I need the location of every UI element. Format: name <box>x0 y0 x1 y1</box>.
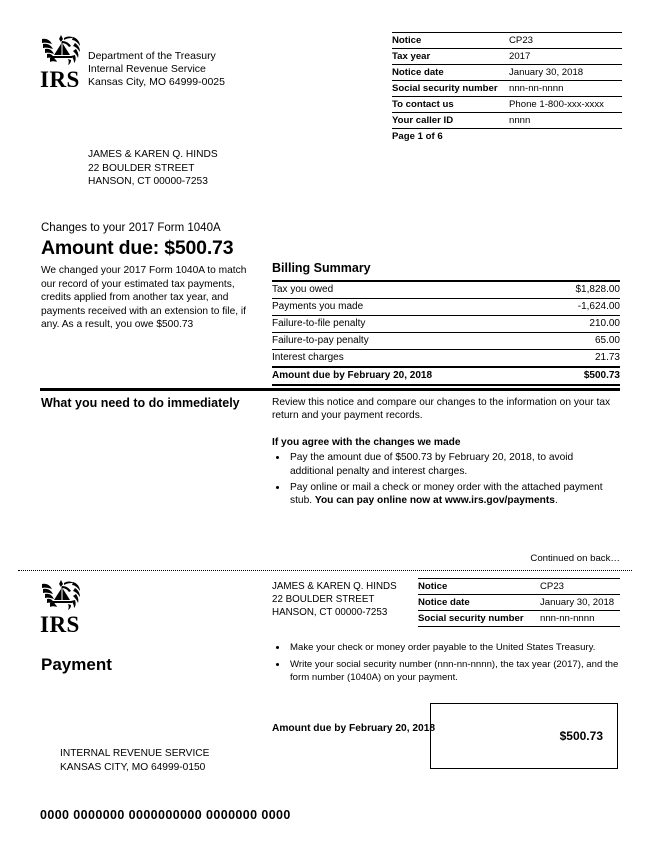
caller-id-value: nnnn <box>509 113 622 129</box>
stub-amount-due-box <box>430 703 618 769</box>
irs-mailing-address <box>60 747 209 774</box>
todo-intro: Review this notice and compare our changes to the information on your tax return and your payment records. <box>272 397 611 422</box>
page-indicator-spacer <box>509 129 622 145</box>
continued-on-back-note: Continued on back… <box>530 553 620 564</box>
table-row <box>272 350 620 368</box>
irs-wordmark: IRS <box>40 67 80 92</box>
contact-value: Phone 1-800-xxx-xxxx <box>509 97 622 113</box>
tear-off-divider <box>18 570 632 571</box>
billing-total-amount: $500.73 <box>544 367 620 385</box>
table-row <box>392 81 622 97</box>
stub-instruction-list <box>272 641 633 688</box>
billing-label: Tax you owed <box>272 281 544 299</box>
bullet-tail-text: . <box>554 495 558 507</box>
list-item: • Make your check or money order payable to the United States Treasury. <box>288 641 633 654</box>
irs-eagle-seal-icon <box>40 33 84 67</box>
list-item: • Pay the amount due of $500.73 by February 20, 2018, to avoid additional penalty and interest charges. <box>288 451 617 478</box>
ocr-scan-line: 0000 0000000 0000000000 0000000 0000 <box>40 808 291 822</box>
taxpayer-name: JAMES & KAREN Q. HINDS <box>88 149 218 160</box>
agency-line-department: Department of the Treasury <box>88 50 216 62</box>
agency-line-service: Internal Revenue Service <box>88 63 206 76</box>
table-row <box>272 299 620 316</box>
caller-id-label: Your caller ID <box>392 113 509 129</box>
section-divider <box>40 388 620 391</box>
table-row-total <box>272 367 620 385</box>
notice-label: Notice <box>392 33 509 49</box>
billing-amount: -1,624.00 <box>544 299 620 316</box>
table-row <box>392 49 622 65</box>
irs-logo-stub <box>40 578 88 636</box>
agency-line-city: Kansas City, MO 64999-0025 <box>88 76 225 89</box>
billing-amount: 65.00 <box>544 333 620 350</box>
list-item: • Write your social security number (nnn-nn-nnnn), the tax year (2017), and the form number (1040A) on your payment. <box>288 658 633 684</box>
payment-stub-heading: Payment <box>41 655 112 674</box>
notice-date-label: Notice date <box>392 65 509 81</box>
page-indicator: Page 1 of 6 <box>392 130 443 142</box>
billing-label: Failure-to-file penalty <box>272 316 544 333</box>
billing-summary-table <box>272 280 620 386</box>
taxpayer-street: 22 BOULDER STREET <box>88 162 195 174</box>
notice-date-value: January 30, 2018 <box>509 65 622 81</box>
stub-taxpayer-street: 22 BOULDER STREET <box>272 594 375 605</box>
stub-notice-label: Notice <box>418 579 540 595</box>
stub-taxpayer-address <box>272 580 397 619</box>
billing-label: Interest charges <box>272 350 544 368</box>
list-item <box>288 481 617 508</box>
table-row <box>418 579 620 595</box>
stub-ssn-label: Social security number <box>418 611 540 627</box>
table-row <box>272 316 620 333</box>
stub-taxpayer-city-state-zip: HANSON, CT 00000-7253 <box>272 607 388 618</box>
stub-notice-date-value: January 30, 2018 <box>540 595 620 611</box>
page-title: Amount due: $500.73 <box>41 237 234 259</box>
billing-amount: $1,828.00 <box>544 281 620 299</box>
changes-explanation: We changed your 2017 Form 1040A to match our record of your estimated tax payments, credits applied from another tax year, and payments received with an extension to file, if any. As a result, you owe $500.73 <box>41 265 247 331</box>
todo-section-heading: What you need to do immediately <box>41 396 240 410</box>
stub-taxpayer-name: JAMES & KAREN Q. HINDS <box>272 581 397 592</box>
agency-address <box>88 50 225 90</box>
todo-section-body <box>272 396 617 511</box>
contact-label: To contact us <box>392 97 509 113</box>
stub-notice-value: CP23 <box>540 579 620 595</box>
taxpayer-city-state-zip: HANSON, CT 00000-7253 <box>88 176 208 187</box>
table-row <box>272 333 620 350</box>
table-row <box>418 595 620 611</box>
stub-amount-due-label: Amount due by February 20, 2018 <box>272 723 436 734</box>
billing-amount: 210.00 <box>544 316 620 333</box>
table-row <box>392 65 622 81</box>
stub-info-table <box>418 578 620 627</box>
irs-logo-header <box>40 33 88 91</box>
todo-agree-heading: If you agree with the changes we made <box>272 436 461 448</box>
bullet-lead-text: Pay online or mail a check or money order with the attached payment stub. <box>290 482 603 507</box>
tax-year-value: 2017 <box>509 49 622 65</box>
ssn-label: Social security number <box>392 81 509 97</box>
table-row <box>392 33 622 49</box>
billing-summary-title: Billing Summary <box>272 261 371 275</box>
notice-value: CP23 <box>509 33 622 49</box>
table-row <box>392 113 622 129</box>
notice-info-table <box>392 32 622 144</box>
table-row <box>272 281 620 299</box>
irs-eagle-seal-icon <box>40 578 84 612</box>
tax-year-label: Tax year <box>392 49 509 65</box>
stub-ssn-value: nnn-nn-nnnn <box>540 611 620 627</box>
billing-label: Failure-to-pay penalty <box>272 333 544 350</box>
changes-subject-line: Changes to your 2017 Form 1040A <box>41 222 221 234</box>
irs-mailing-line1: INTERNAL REVENUE SERVICE <box>60 748 210 759</box>
stub-amount-due-value: $500.73 <box>559 729 603 743</box>
taxpayer-address-block <box>88 148 218 189</box>
table-row <box>392 129 622 145</box>
stub-notice-date-label: Notice date <box>418 595 540 611</box>
table-row <box>418 611 620 627</box>
table-row <box>392 97 622 113</box>
ssn-value: nnn-nn-nnnn <box>509 81 622 97</box>
irs-mailing-line2: KANSAS CITY, MO 64999-0150 <box>60 761 206 773</box>
billing-label: Payments you made <box>272 299 544 316</box>
billing-amount: 21.73 <box>544 350 620 368</box>
billing-total-label: Amount due by February 20, 2018 <box>272 367 544 385</box>
pay-online-link[interactable]: You can pay online now at www.irs.gov/payments <box>314 495 555 507</box>
todo-bullet-list <box>272 451 617 508</box>
irs-wordmark: IRS <box>40 612 80 637</box>
